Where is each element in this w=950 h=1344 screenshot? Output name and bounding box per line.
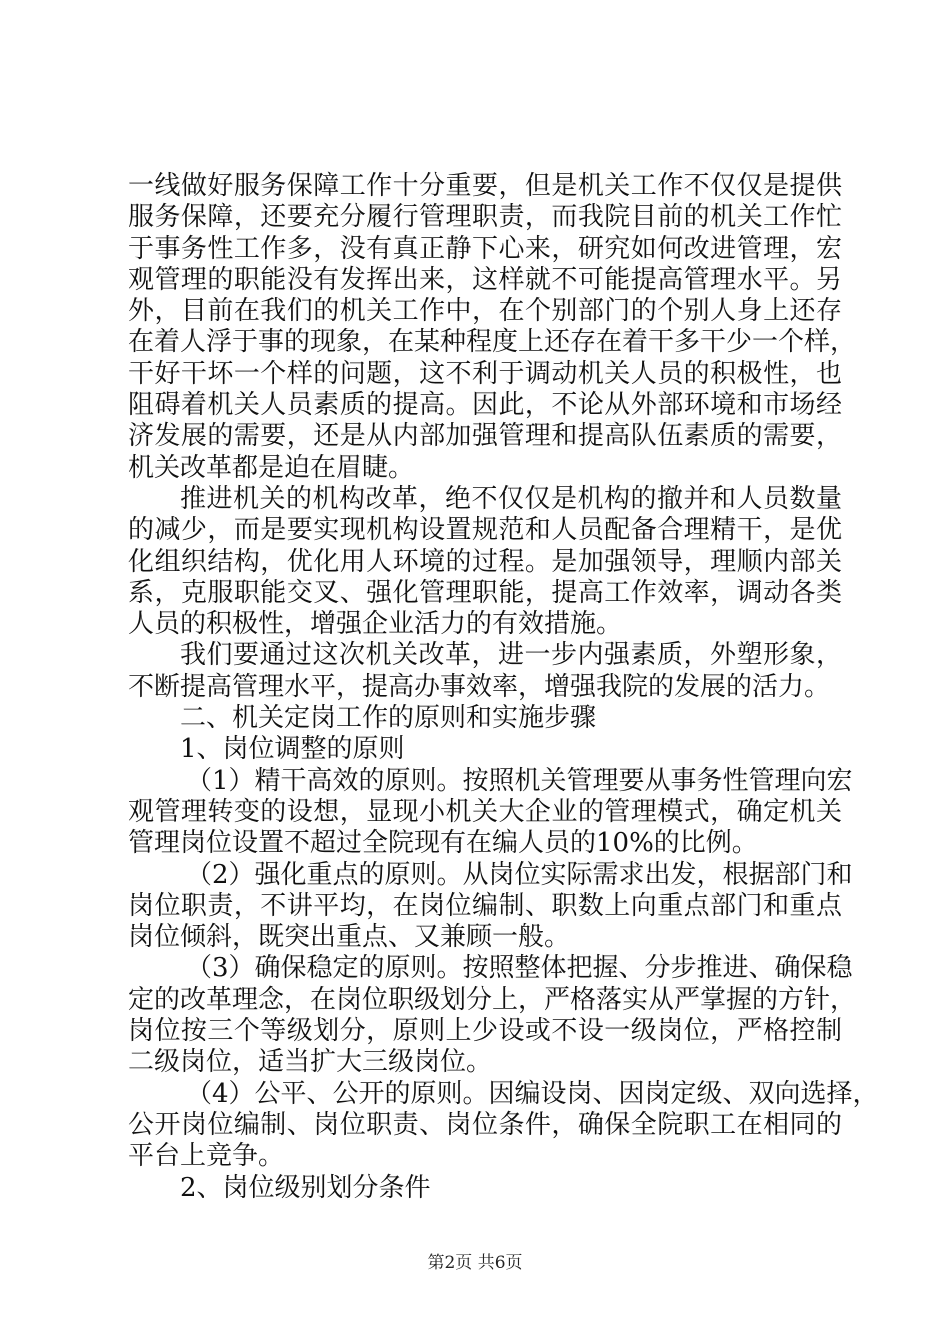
- text-line: 干好干坏一个样的问题，这不利于调动机关人员的积极性，也: [128, 358, 842, 389]
- paragraph-first-line: 我们要通过这次机关改革，进一步内强素质，外塑形象，: [180, 640, 842, 671]
- text-line: 公开岗位编制、岗位职责、岗位条件，确保全院职工在相同的: [128, 1109, 842, 1140]
- text-line: 不断提高管理水平，提高办事效率，增强我院的发展的活力。: [128, 671, 831, 702]
- page-footer: [0, 1248, 950, 1273]
- document-body: [128, 171, 879, 1204]
- text-line: 观管理转变的设想，显现小机关大企业的管理模式，确定机关: [128, 796, 842, 827]
- text-line: 济发展的需要，还是从内部加强管理和提高队伍素质的需要，: [128, 421, 842, 452]
- text-line: 岗位倾斜，既突出重点、又兼顾一般。: [128, 922, 571, 953]
- text-line: 观管理的职能没有发挥出来，这样就不可能提高管理水平。另: [128, 264, 842, 295]
- subsection-heading: 2、岗位级别划分条件: [180, 1172, 431, 1203]
- text-line: 平台上竞争。: [128, 1141, 285, 1172]
- text-line: 岗位职责，不讲平均，在岗位编制、职数上向重点部门和重点: [128, 890, 842, 921]
- paragraph-first-line: （2）强化重点的原则。从岗位实际需求出发，根据部门和: [186, 859, 853, 890]
- text-line: 阻碍着机关人员素质的提高。因此，不论从外部环境和市场经: [128, 390, 842, 421]
- text-line: 服务保障，还要充分履行管理职责，而我院目前的机关工作忙: [128, 202, 842, 233]
- page-number-label: 第2页 共6页: [427, 1253, 523, 1273]
- text-line: 管理岗位设置不超过全院现有在编人员的10%的比例。: [128, 828, 758, 859]
- text-line: 机关改革都是迫在眉睫。: [128, 452, 415, 483]
- text-line: 定的改革理念，在岗位职级划分上，严格落实从严掌握的方针，: [128, 984, 857, 1015]
- text-line: 化组织结构，优化用人环境的过程。是加强领导，理顺内部关: [128, 546, 842, 577]
- text-line: 二级岗位，适当扩大三级岗位。: [128, 1047, 493, 1078]
- paragraph-first-line: （3）确保稳定的原则。按照整体把握、分步推进、确保稳: [186, 953, 853, 984]
- section-heading: 二、机关定岗工作的原则和实施步骤: [180, 703, 597, 734]
- subsection-heading: 1、岗位调整的原则: [180, 734, 405, 765]
- text-line: 的减少，而是要实现机构设置规范和人员配备合理精干，是优: [128, 515, 842, 546]
- text-line: 人员的积极性，增强企业活力的有效措施。: [128, 609, 623, 640]
- paragraph-first-line: 推进机关的机构改革，绝不仅仅是机构的撤并和人员数量: [180, 483, 842, 514]
- text-line: 一线做好服务保障工作十分重要，但是机关工作不仅仅是提供: [128, 171, 842, 201]
- text-line: 外，目前在我们的机关工作中，在个别部门的个别人身上还存: [128, 296, 842, 327]
- text-line: 在着人浮于事的现象，在某种程度上还存在着干多干少一个样，: [128, 327, 857, 358]
- paragraph-first-line: （1）精干高效的原则。按照机关管理要从事务性管理向宏: [186, 765, 853, 796]
- text-line: 系，克服职能交叉、强化管理职能，提高工作效率，调动各类: [128, 577, 842, 608]
- text-line: 岗位按三个等级划分，原则上少设或不设一级岗位，严格控制: [128, 1016, 842, 1047]
- text-line: 于事务性工作多，没有真正静下心来，研究如何改进管理，宏: [128, 233, 842, 264]
- paragraph-first-line: （4）公平、公开的原则。因编设岗、因岗定级、双向选择，: [186, 1078, 879, 1109]
